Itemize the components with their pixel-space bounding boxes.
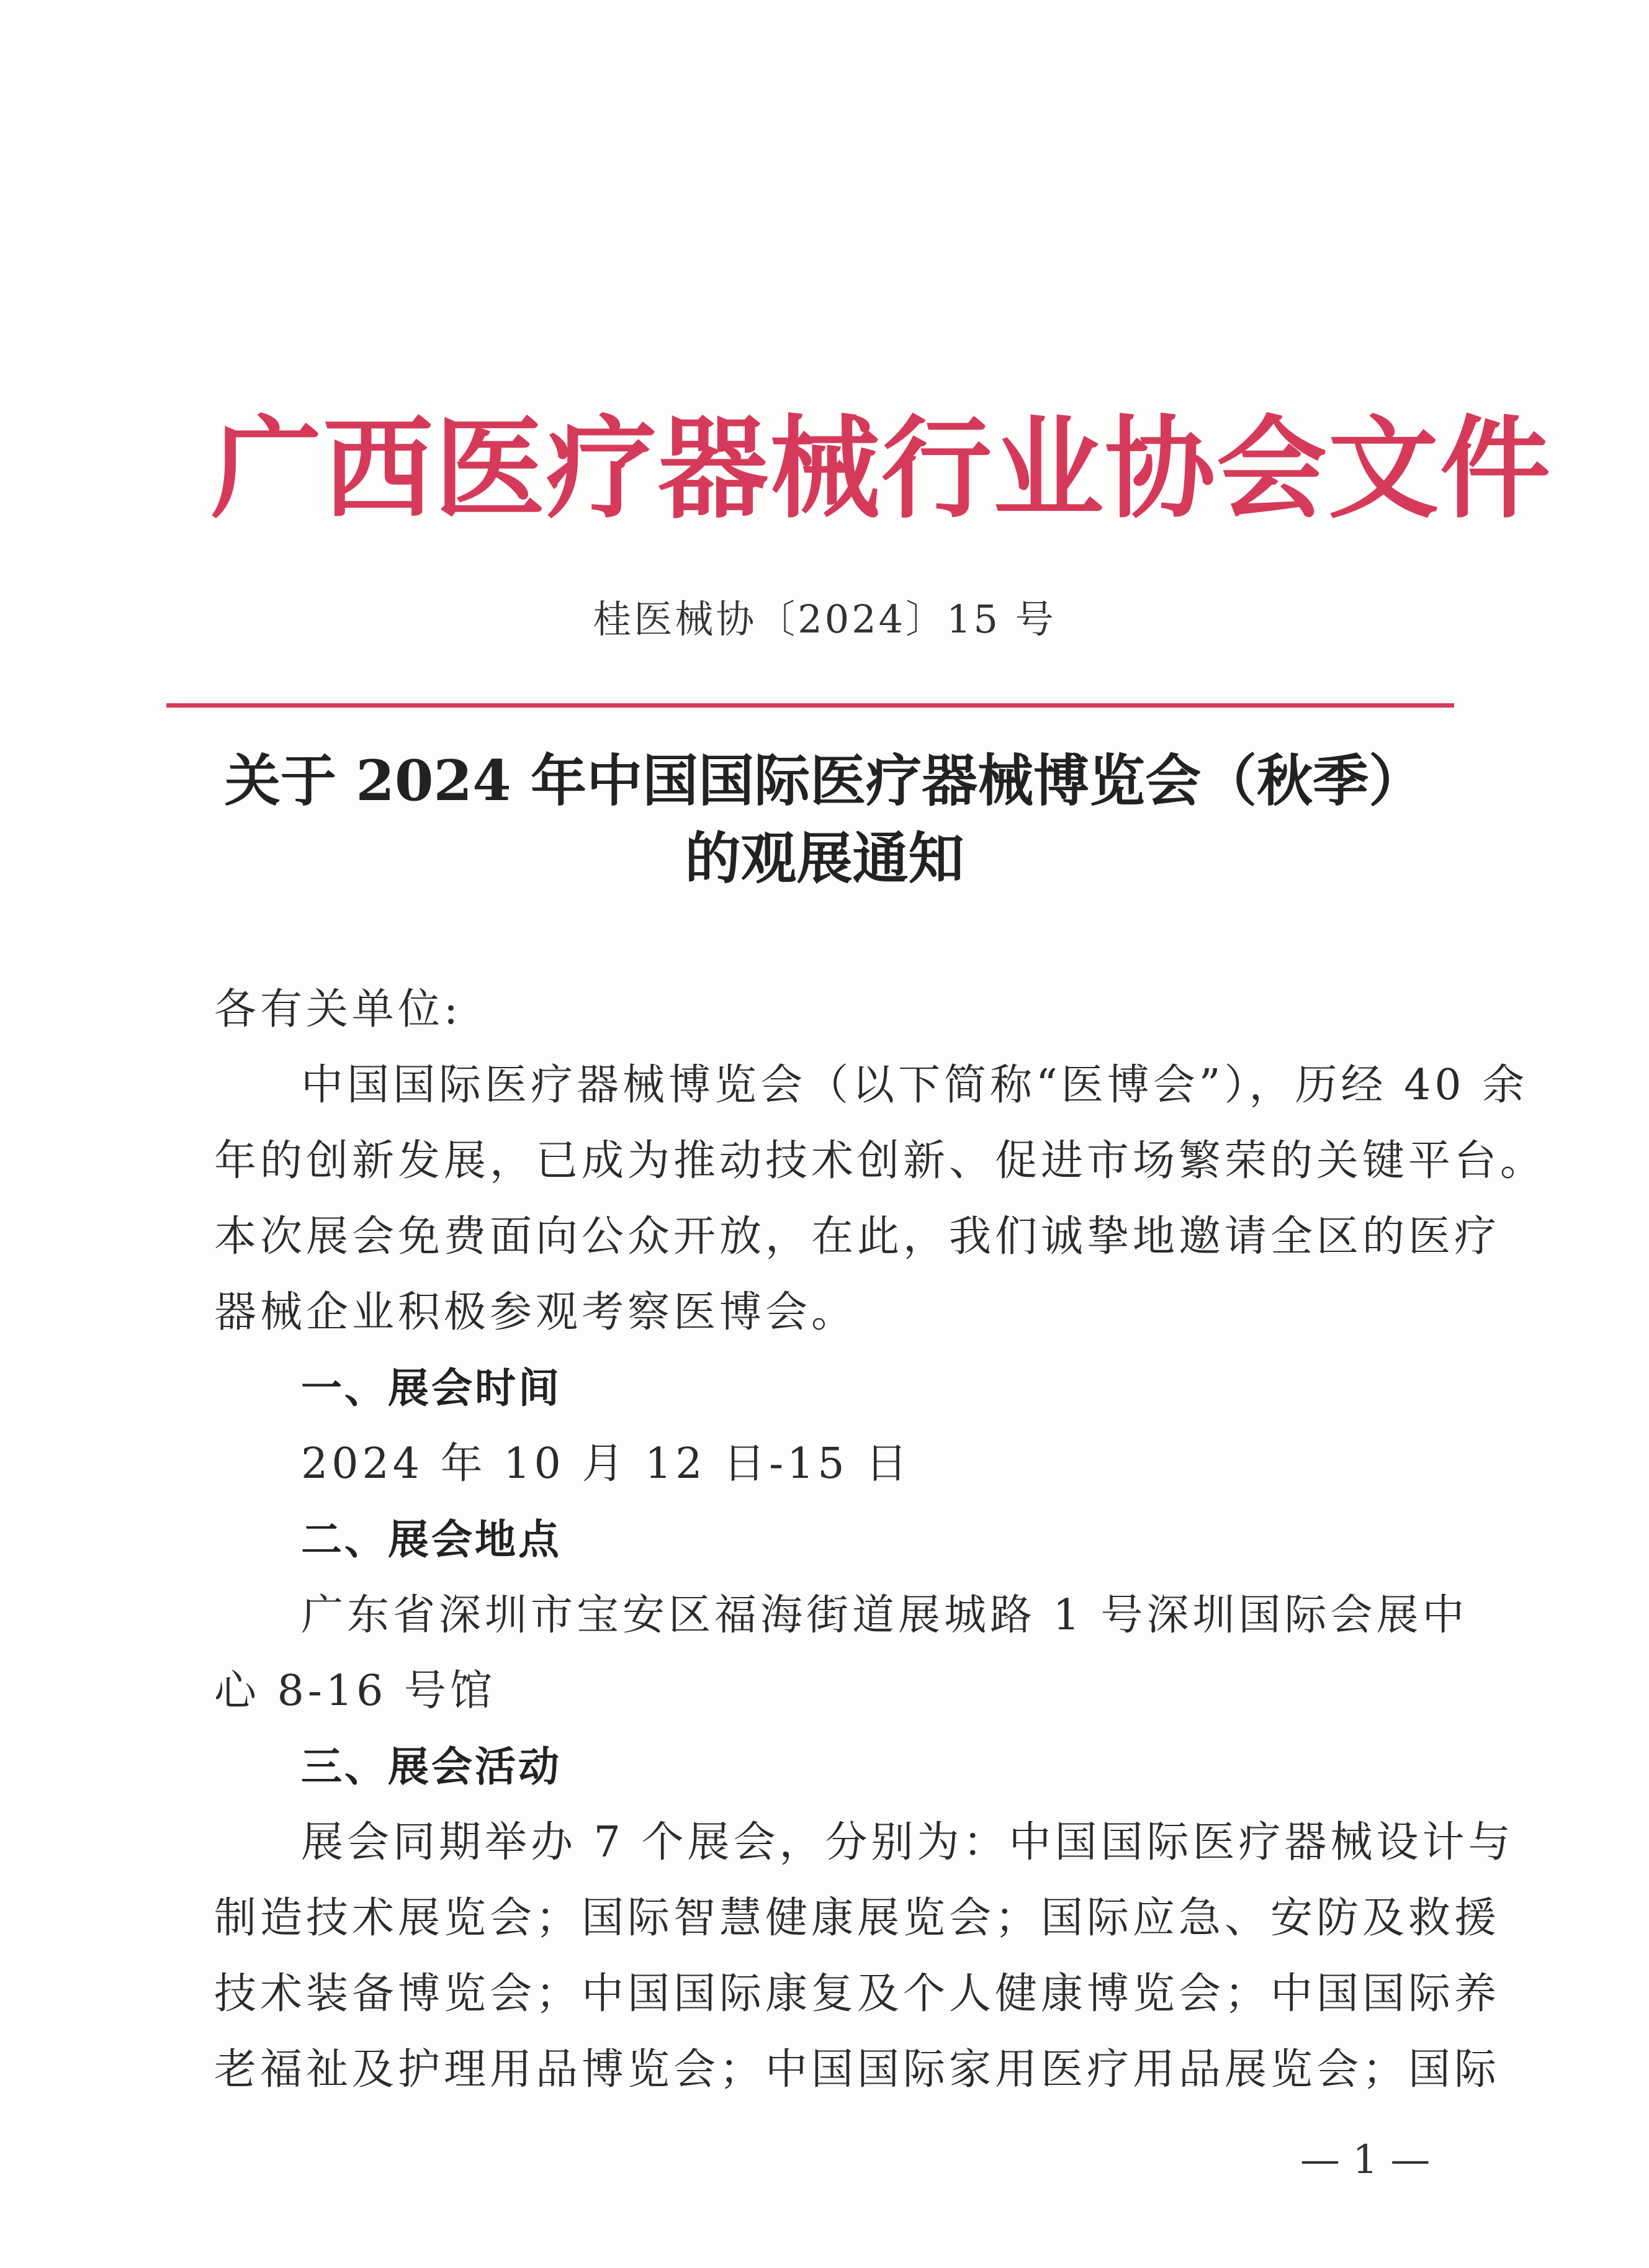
red-divider-line	[166, 703, 1454, 708]
section-2-line-1: 广东省深圳市宝安区福海街道展城路 1 号深圳国际会展中	[301, 1591, 1468, 1640]
section-1-heading: 一、展会时间	[301, 1364, 562, 1412]
section-1-text: 2024 年 10 月 12 日-15 日	[301, 1439, 912, 1488]
section-3-line-3: 技术装备博览会；中国国际康复及个人健康博览会；中国国际养	[214, 1969, 1501, 2018]
notice-title-line-1: 关于 2024 年中国国际医疗器械博览会（秋季）	[224, 748, 1425, 814]
section-2-heading: 二、展会地点	[301, 1516, 562, 1564]
notice-title-line-2: 的观展通知	[685, 826, 964, 891]
intro-line-1: 中国国际医疗器械博览会（以下简称“医博会”），历经 40 余	[301, 1061, 1529, 1110]
section-3-heading: 三、展会活动	[301, 1743, 562, 1791]
document-number: 桂医械协〔2024〕15 号	[593, 596, 1056, 642]
intro-line-3: 本次展会免费面向公众开放，在此，我们诚挚地邀请全区的医疗	[214, 1212, 1501, 1261]
section-3-line-2: 制造技术展览会；国际智慧健康展览会；国际应急、安防及救援	[214, 1894, 1501, 1943]
section-3-line-4: 老福祉及护理用品博览会；中国国际家用医疗用品展览会；国际	[214, 2045, 1501, 2094]
intro-line-4: 器械企业积极参观考察医博会。	[214, 1288, 858, 1337]
salutation: 各有关单位:	[214, 985, 462, 1034]
section-2-line-2: 心 8-16 号馆	[214, 1667, 496, 1716]
section-3-line-1: 展会同期举办 7 个展会，分别为：中国国际医疗器械设计与	[301, 1818, 1514, 1867]
intro-line-2: 年的创新发展，已成为推动技术创新、促进市场繁荣的关键平台。	[214, 1136, 1547, 1186]
organization-title: 广西医疗器械行业协会文件	[211, 403, 1552, 533]
page-number: — 1 —	[1300, 2137, 1431, 2183]
